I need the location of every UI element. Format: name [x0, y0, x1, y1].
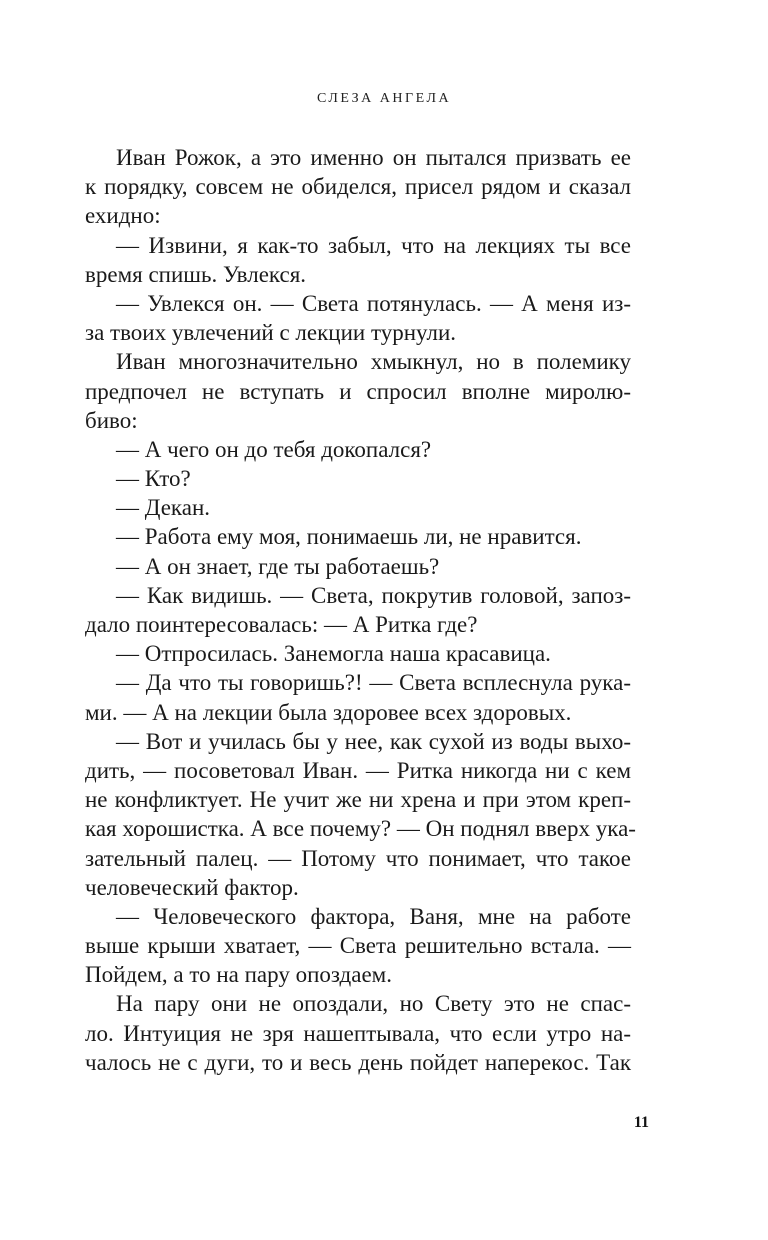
text-line: ехидно:	[85, 203, 161, 229]
text-line: выше крыши хватает, — Света решительно встала. —	[85, 933, 631, 959]
text-line: — Вот и училась бы у нее, как сухой из воды выхо-	[116, 728, 631, 754]
text-line: Иван многозначительно хмыкнул, но в полемику	[116, 349, 631, 375]
text-line: чалось не с дуги, то и весь день пойдет наперекос. Так	[85, 1049, 631, 1075]
text-line: зательный палец. — Потому что понимает, что такое	[85, 845, 631, 871]
text-line: ми. — А на лекции была здоровее всех здоровых.	[85, 699, 572, 725]
text-line: — Отпросилась. Занемогла наша красавица.	[116, 641, 551, 667]
text-line: биво:	[85, 407, 138, 433]
text-line: кая хорошистка. А все почему? — Он поднял вверх ука-	[85, 816, 636, 842]
running-head: СЛЕЗА АНГЕЛА	[316, 91, 452, 106]
body-text	[85, 143, 636, 1077]
text-line: Иван Рожок, а это именно он пытался призвать ее	[116, 145, 631, 170]
text-line: — Декан.	[116, 495, 211, 521]
text-line: — Да что ты говоришь?! — Света всплеснула рука-	[116, 670, 631, 696]
text-line: не конфликтует. Не учит же ни хрена и при этом креп-	[85, 787, 631, 813]
text-line: дить, — посоветовал Иван. — Ритка никогда ни с кем	[85, 757, 631, 783]
page-number: 11	[633, 1114, 649, 1131]
text-line: — Увлекся он. — Света потянулась. — А меня из-	[116, 290, 631, 316]
text-line: — Извини, я как-то забыл, что на лекциях ты все	[116, 232, 631, 258]
text-line: — Кто?	[116, 466, 191, 492]
text-line: — Человеческого фактора, Ваня, мне на работе	[116, 903, 631, 929]
text-line: — А он знает, где ты работаешь?	[116, 553, 440, 579]
text-line: время спишь. Увлекся.	[85, 261, 307, 287]
text-line: Пойдем, а то на пару опоздаем.	[85, 962, 392, 988]
text-line: На пару они не опоздали, но Свету это не спас-	[116, 991, 631, 1017]
text-line: — А чего он до тебя докопался?	[116, 436, 432, 462]
text-line: дало поинтересовалась: — А Ритка где?	[85, 612, 478, 637]
text-line: к порядку, совсем не обиделся, присел рядом и сказал	[85, 174, 631, 200]
text-line: за твоих увлечений с лекции турнули.	[85, 320, 457, 346]
text-line: человеческий фактор.	[85, 874, 299, 900]
text-line: — Как видишь. — Света, покрутив головой, запоз-	[116, 582, 631, 608]
text-line: ло. Интуиция не зря нашептывала, что если утро на-	[85, 1020, 631, 1046]
text-line: — Работа ему моя, понимаешь ли, не нравится.	[116, 524, 582, 550]
text-line: предпочел не вступать и спросил вполне миролю-	[85, 378, 631, 404]
